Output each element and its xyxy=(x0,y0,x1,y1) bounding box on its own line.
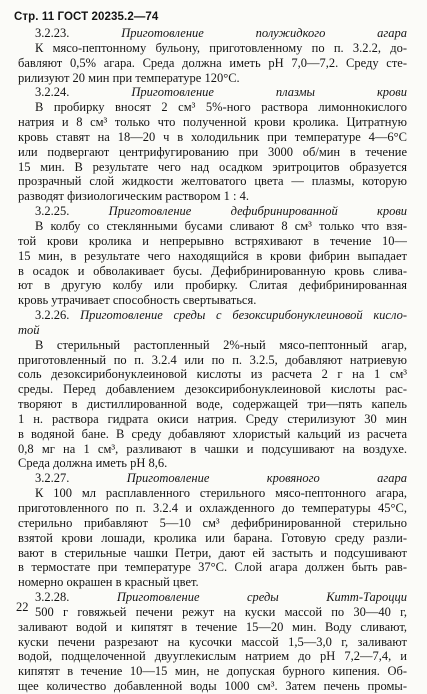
body-line: соль дезоксирибонуклеиновой кислоты из расчета 2 г на 1 см³ xyxy=(18,367,407,382)
body-line: заливают водой и кипятят в течение 15—20 мин. Воду сливают, xyxy=(18,619,407,634)
section-heading-line: 3.2.23. Приготовление полужидкого агара xyxy=(35,26,407,40)
body-line: или подвергают центрифугированию при 3000 об/мин в течение xyxy=(18,144,407,159)
body-line: взятой крови лошади, кролика или барана. Готовую среду разли- xyxy=(18,530,407,545)
body-line: кровь утрачивает способность свертываться. xyxy=(18,293,257,308)
body-line: бавляют 0,5% агара. Среда должна иметь pH 7,0—7,2. Среду сте- xyxy=(18,55,407,70)
body-line: К мясо-пептонному бульону, приготовленному по п. 3.2.2, до- xyxy=(35,40,407,55)
section-heading-line: 3.2.25. Приготовление дефибринированной крови xyxy=(35,204,407,219)
body-line: 15 мин, в результате чего находящийся в крови фибрин выпадает xyxy=(18,248,407,263)
body-line: творяют в дистиллированной воде, содержащей три—пять капель xyxy=(18,397,407,412)
body-line: приготовленный по п. 3.2.4 или по п. 3.2.5, добавляют натриевую xyxy=(18,352,407,367)
section-heading-line: 3.2.28. Приготовление среды Китт-Тароцци xyxy=(35,590,407,605)
body-line: 500 г говяжьей печени режут на куски массой по 30—40 г, xyxy=(35,604,407,619)
body-line: кипятят в течение 10—15 мин, не допуская бурного кипения. Об- xyxy=(18,664,407,679)
body-line: К 100 мл расплавленного стерильного мясо-пептонного агара, xyxy=(35,486,407,501)
body-line: разводят физиологическим раствором 1 : 4. xyxy=(18,189,249,204)
section-heading-line: 3.2.24. Приготовление плазмы крови xyxy=(35,85,407,100)
body-line: приготовленного по п. 3.2.4 и охлажденного до температуры 45°С, xyxy=(18,501,407,515)
document-body xyxy=(18,26,407,694)
body-line: в термостате при температуре 37°С. Слой агара должен быть рав- xyxy=(18,560,407,575)
body-line: 1 н. раствора гидрата окиси натрия. Среду стерилизуют 30 мин xyxy=(18,411,407,426)
body-line: водой, подщелоченной двууглекислым натрием до pH 7,2—7,4, и xyxy=(18,649,407,664)
body-line: вают в стерильные чашки Петри, дают ей застыть и подсушивают xyxy=(18,545,407,560)
body-line: стерильно прибавляют 5—10 см³ дефибринированной стерильно xyxy=(18,515,407,530)
body-line: В пробирку вносят 2 см³ 5%-ного раствора лимоннокислого xyxy=(35,100,407,115)
body-line: 15 мин. В результате чего над осадком эритроцитов образуется xyxy=(18,159,407,174)
body-line: 0,8 мг на 1 см³, разливают в чашки и подсушивают на воздухе. xyxy=(18,441,407,456)
section-heading-line: той xyxy=(18,322,40,337)
body-line: натрия и 8 см³ только что полученной крови кролика. Цитратную xyxy=(18,115,407,130)
body-line: прозрачный слой жидкости желтоватого цвета — плазмы, которую xyxy=(18,174,407,189)
body-line: куски печени разрезают на кусочки массой 1,5—3,0 г, заливают xyxy=(18,634,407,649)
body-line: В колбу со стеклянными бусами сливают 8 см³ только что взя- xyxy=(35,218,407,233)
body-line: номерно окрашен в красный цвет. xyxy=(18,575,199,590)
body-line: рилизуют 20 мин при температуре 120°С. xyxy=(18,70,240,85)
body-line: той крови кролика и непрерывно встряхивают в течение 10— xyxy=(18,233,407,248)
body-line: в осадок и обволакивает бусы. Дефибринированную кровь слива- xyxy=(18,263,407,278)
body-line: Среда должна иметь pH 8,6. xyxy=(18,456,168,471)
page-header: Стр. 11 ГОСТ 20235.2—74 xyxy=(14,11,159,23)
body-line: в водяной бане. В среду добавляют хлористый кальций из расчета xyxy=(18,426,407,441)
body-line: среды. Перед добавлением дезоксирибонуклеиновой кислоты рас- xyxy=(18,382,407,397)
body-line: ют в другую колбу или пробирку. Слитая дефибринированная xyxy=(18,278,407,293)
page-number: 22 xyxy=(16,600,29,614)
section-heading-line: 3.2.26. Приготовление среды с безоксирибонуклеиновой кисло- xyxy=(35,308,407,323)
section-heading-line: 3.2.27. Приготовление кровяного агара xyxy=(35,471,407,486)
body-line: В стерильный растопленный 2%-ный мясо-пептонный агар, xyxy=(35,337,407,352)
body-line: щее количество добавленной воды 1000 см³. Затем печень промы- xyxy=(18,679,407,694)
body-line: кровь ставят на 18—20 ч в холодильник при температуре 4—6°С xyxy=(18,129,407,144)
